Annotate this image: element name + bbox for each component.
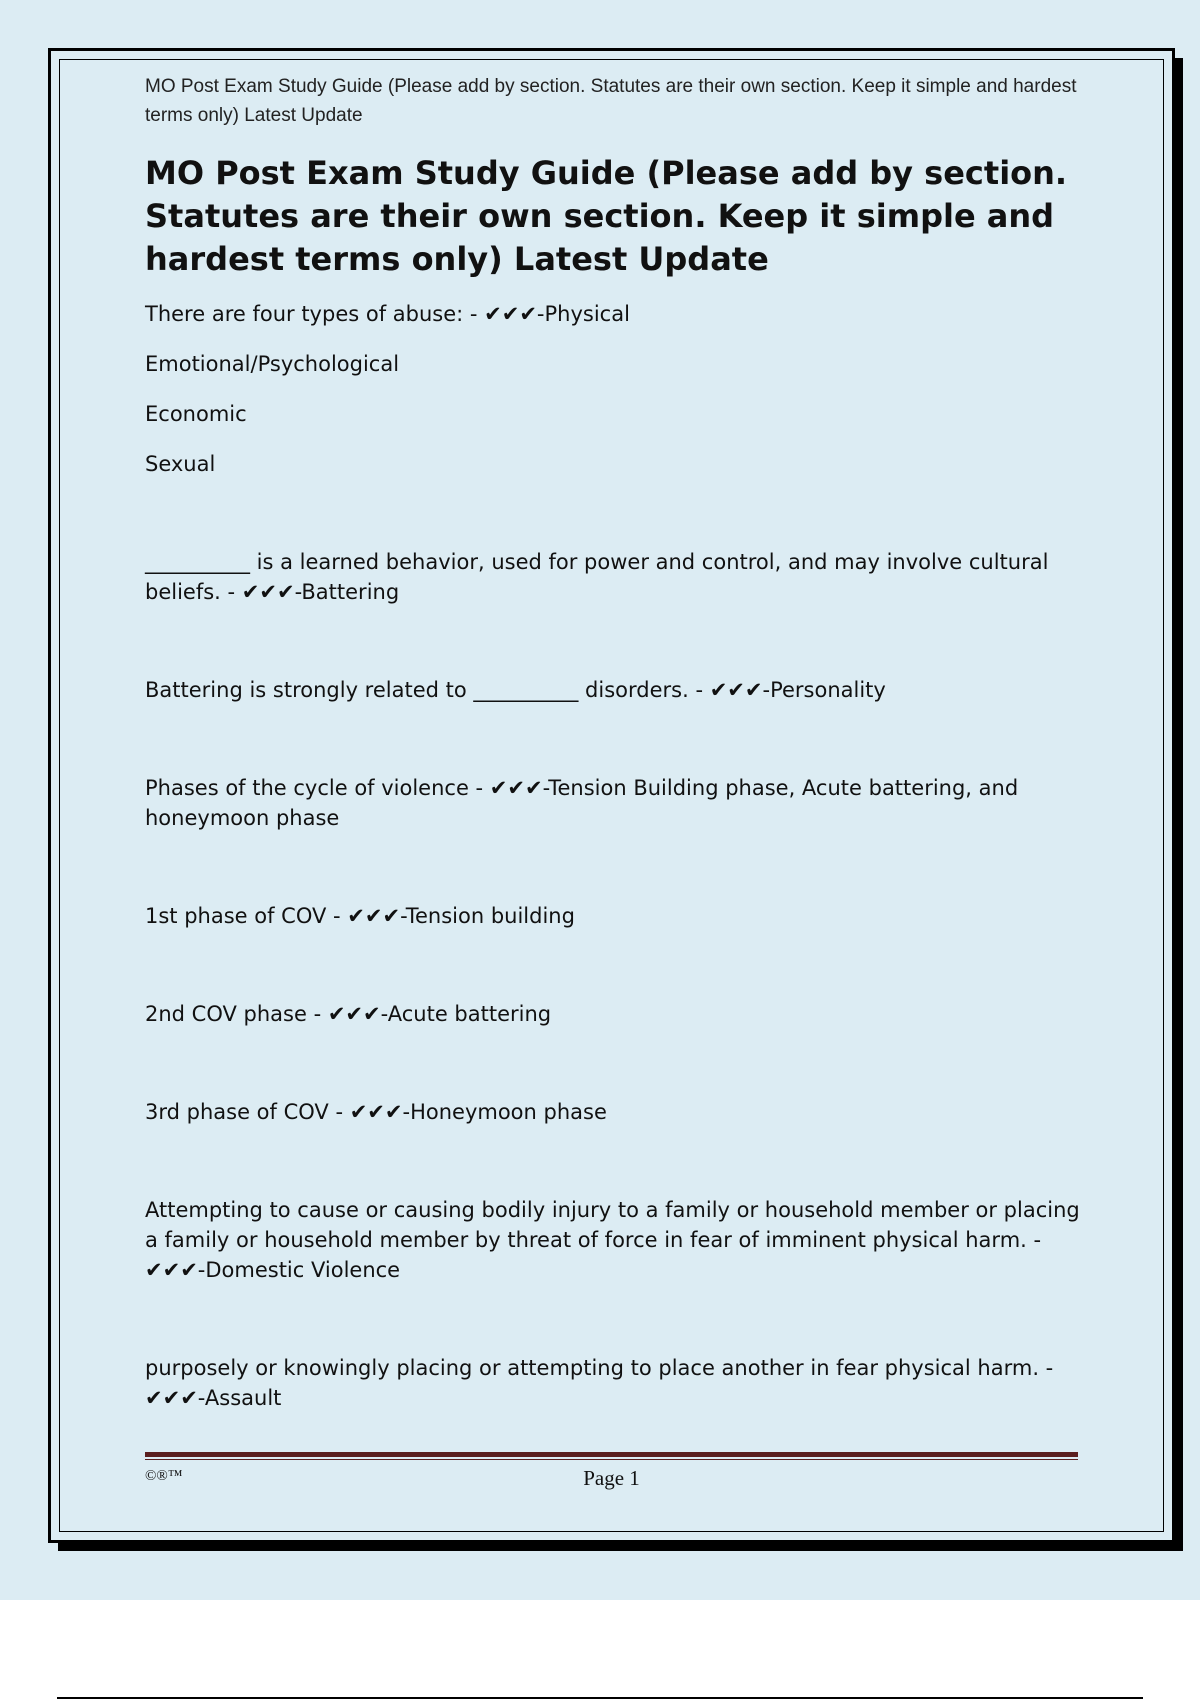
footer-rule-thin — [145, 1459, 1078, 1460]
page-number: Page 1 — [583, 1466, 640, 1490]
entry-cov-phase-1: 1st phase of COV - ✔✔✔-Tension building — [145, 904, 575, 928]
page-footer — [145, 1452, 1078, 1496]
entry-cov-phase-2: 2nd COV phase - ✔✔✔-Acute battering — [145, 1002, 552, 1026]
entry-domestic-violence: Attempting to cause or causing bodily injury to a family or household member or placing a family or household member by threat of force in fear of imminent physical harm. - ✔✔✔-Domestic Violence — [145, 1198, 1080, 1282]
entry-personality: Battering is strongly related to __________ disorders. - ✔✔✔-Personality — [145, 678, 886, 702]
entry-cov-phase-3: 3rd phase of COV - ✔✔✔-Honeymoon phase — [145, 1100, 607, 1124]
entry-economic: Economic — [145, 402, 247, 426]
study-entries — [145, 299, 1080, 1413]
entry-abuse-types: There are four types of abuse: - ✔✔✔-Physical — [145, 302, 630, 326]
footer-symbols: ©®™ — [145, 1468, 183, 1484]
entry-battering: __________ is a learned behavior, used for power and control, and may involve cultural beliefs. - ✔✔✔-Battering — [145, 550, 1049, 604]
footer-row — [145, 1466, 1078, 1496]
entry-sexual: Sexual — [145, 452, 216, 476]
entry-assault: purposely or knowingly placing or attempting to place another in fear physical harm. - ✔✔✔-Assault — [145, 1356, 1054, 1410]
running-header: MO Post Exam Study Guide (Please add by section. Statutes are their own section. Keep it simple and hardest terms only) Latest Update — [145, 76, 1077, 126]
entry-cov-phases: Phases of the cycle of violence - ✔✔✔-Tension Building phase, Acute battering, and honeymoon phase — [145, 776, 1019, 830]
document-title: MO Post Exam Study Guide (Please add by section. Statutes are their own section. Keep it simple and hardest terms only) Latest Update — [145, 154, 1068, 278]
document-content — [145, 72, 1080, 1413]
next-page-rule — [57, 1697, 1143, 1699]
footer-rule — [145, 1452, 1078, 1457]
entry-emotional: Emotional/Psychological — [145, 352, 400, 376]
